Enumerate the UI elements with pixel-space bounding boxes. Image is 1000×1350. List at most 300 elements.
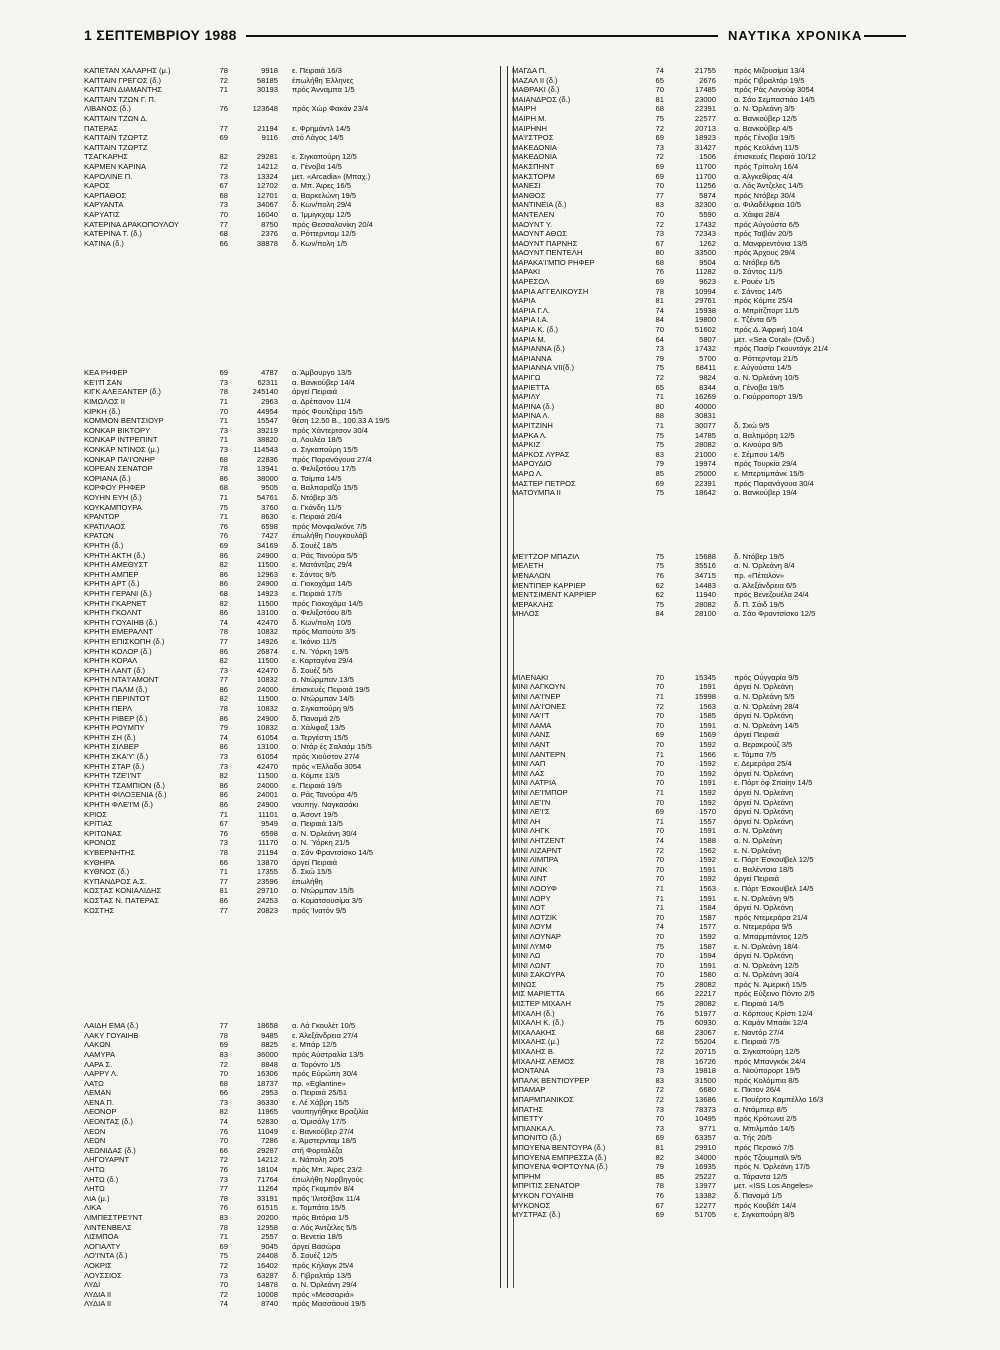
ship-name: ΚΡΗΤΗ ΓΟΥΑΙΗΒ (δ.) xyxy=(84,617,158,627)
ship-tonnage: 40000 xyxy=(694,401,716,411)
ship-row xyxy=(84,1155,490,1165)
ship-name: ΚΥΘΝΟΣ (δ.) xyxy=(84,867,130,877)
ship-year: 69 xyxy=(655,478,664,488)
spacer xyxy=(716,874,734,884)
ship-year: 69 xyxy=(219,368,228,378)
ship-year: 77 xyxy=(219,675,228,685)
spacer xyxy=(278,397,292,407)
ship-status: πρός «Μεσσαριά» xyxy=(292,1289,354,1299)
spacer xyxy=(278,1251,292,1261)
ship-name: ΜΟΝΤΑΝΑ xyxy=(512,1066,550,1076)
ship-row xyxy=(84,512,490,522)
ship-status: ναυπηγ. Ναγκασάκι xyxy=(292,800,359,809)
ship-row xyxy=(84,723,490,733)
ship-year: 74 xyxy=(655,922,664,932)
ship-status: δ. Ντόβερ 19/5 xyxy=(734,551,785,561)
ship-year: 73 xyxy=(655,229,664,239)
ship-tonnage: 1591 xyxy=(699,682,716,692)
spacer xyxy=(278,1223,292,1233)
ship-tonnage: 2557 xyxy=(261,1232,278,1242)
ship-year: 68 xyxy=(219,454,228,464)
ship-tonnage: 34169 xyxy=(256,540,278,550)
ship-tonnage: 14923 xyxy=(256,588,278,598)
ship-row xyxy=(512,488,908,498)
ship-name: ΜΑΙΡΗΝΗ xyxy=(512,123,548,133)
spacer xyxy=(716,730,734,740)
ship-year: 85 xyxy=(655,468,664,478)
ship-year: 86 xyxy=(219,569,228,579)
ship-year: 73 xyxy=(655,1066,664,1076)
ship-name: ΜΑΡΙΝΑ Λ. xyxy=(512,411,550,421)
spacer xyxy=(716,600,734,610)
ship-row xyxy=(84,704,490,714)
ship-tonnage: 24900 xyxy=(256,550,278,560)
ship-year: 77 xyxy=(219,123,228,133)
ship-tonnage: 1587 xyxy=(699,912,716,922)
spacer xyxy=(278,1136,292,1146)
ship-row xyxy=(84,483,490,493)
ship-tonnage: 1591 xyxy=(699,960,716,970)
ship-year: 83 xyxy=(655,200,664,210)
spacer xyxy=(278,387,292,397)
ship-status: α. Λά Γκουλέτ 10/5 xyxy=(292,1021,356,1031)
ship-name: ΛΟΚΡΙΣ xyxy=(84,1260,112,1270)
ship-row xyxy=(84,1271,490,1281)
ship-status: ε. Ν. Όρλεάνη xyxy=(734,845,781,855)
ship-name: ΤΣΑΓΚΑΡΗΣ xyxy=(84,152,128,162)
ship-name: ΜΠΑΡΜΠΑΝΙΚΟΣ xyxy=(512,1095,574,1104)
ship-tonnage: 10832 xyxy=(256,675,278,685)
ship-tonnage: 1587 xyxy=(699,941,716,951)
ship-list-group-la xyxy=(84,1021,490,1309)
ship-tonnage: 13941 xyxy=(256,464,278,474)
ship-status: ε. Ρουέν 1/5 xyxy=(734,277,775,287)
ship-status: α. Βερακρούζ 3/5 xyxy=(734,740,793,750)
ship-status: άργεί Ν. Όρλεάνη xyxy=(734,788,794,797)
ship-tonnage: 11282 xyxy=(695,267,716,277)
spacer xyxy=(278,1098,292,1108)
ship-name: ΜΑΝΤΕΛΕΝ xyxy=(512,209,555,219)
ship-row xyxy=(512,450,908,460)
ship-tonnage: 29710 xyxy=(256,886,278,896)
spacer xyxy=(716,85,734,95)
ship-tonnage: 1591 xyxy=(699,826,716,836)
ship-row xyxy=(512,571,908,581)
ship-row xyxy=(512,961,908,971)
ship-status: α. Σάντος 11/5 xyxy=(734,267,783,277)
ship-row xyxy=(84,522,490,532)
ship-year: 73 xyxy=(219,761,228,771)
ship-status: α. Κινούρα 9/5 xyxy=(734,440,783,450)
spacer xyxy=(716,1201,734,1211)
ship-row xyxy=(84,85,490,95)
ship-name: ΜΠΟΥΕΝΑ ΦΟΡΤΟΥΝΑ (δ.) xyxy=(512,1162,608,1172)
ship-year: 73 xyxy=(219,1174,228,1184)
ship-tonnage: 12277 xyxy=(694,1200,716,1210)
ship-year: 70 xyxy=(655,325,664,335)
ship-status: ε. Μπερτιμπάνκ 15/5 xyxy=(734,468,804,478)
ship-year: 77 xyxy=(219,876,228,886)
ship-year: 68 xyxy=(219,190,228,200)
ship-status: ε. Πειραιά 17/5 xyxy=(292,588,342,598)
spacer xyxy=(278,172,292,182)
ship-year: 80 xyxy=(655,401,664,411)
ship-name: ΚΟΜΜΟΝ ΒΕΝΤΣΙΟΥΡ xyxy=(84,416,164,426)
ship-status: α. Σάο Σεμπαστιάο 14/5 xyxy=(734,94,815,104)
ship-status: ε. Ν. Ύόρκη 19/5 xyxy=(292,646,349,656)
ship-year: 70 xyxy=(655,826,664,836)
ship-row xyxy=(512,769,908,779)
ship-year: 71 xyxy=(655,392,664,402)
spacer xyxy=(716,788,734,798)
ship-tonnage: 30193 xyxy=(256,85,278,95)
ship-row xyxy=(512,817,908,827)
spacer xyxy=(278,445,292,455)
ship-name: ΜΑΡΙΑΝΝΑ xyxy=(512,353,552,363)
ship-year: 86 xyxy=(219,608,228,618)
ship-name: ΜΑΡΙΑ ΑΓΓΕΛΙΚΟΥΣΗ xyxy=(512,286,589,296)
spacer xyxy=(716,1037,734,1047)
ship-tonnage: 8825 xyxy=(261,1040,278,1050)
spacer xyxy=(278,867,292,877)
ship-year: 70 xyxy=(219,406,228,416)
ship-row xyxy=(512,1133,908,1143)
ship-name: ΚΥΠΑΝΔΡΟΣ Α.Σ. xyxy=(84,876,147,886)
ship-status: πρός Αύστραλία 13/5 xyxy=(292,1049,364,1059)
ship-status: ε. Σέμπου 14/5 xyxy=(734,449,785,459)
ship-year: 77 xyxy=(219,1184,228,1194)
ship-year: 75 xyxy=(655,430,664,440)
ship-status: πρός Ντεμεράρα 21/4 xyxy=(734,912,808,922)
spacer xyxy=(278,162,292,172)
ship-status: α. Μπ. Άιρες 16/5 xyxy=(292,181,351,191)
ship-year: 82 xyxy=(219,560,228,570)
ship-status: ε. Πειραιά 19/5 xyxy=(292,780,342,790)
ship-row xyxy=(512,1076,908,1086)
ship-year: 76 xyxy=(219,1203,228,1213)
ship-row xyxy=(84,906,490,916)
ship-row xyxy=(512,172,908,182)
ship-status: α. Βανκούβερ 4/5 xyxy=(734,123,793,133)
ship-name: ΜΙΝΙ ΛΥΜΦ xyxy=(512,941,552,951)
ship-name: ΚΑΡΥΑΝΤΑ xyxy=(84,200,124,210)
ship-year: 68 xyxy=(655,257,664,267)
ship-tonnage: 16402 xyxy=(256,1260,278,1270)
ship-tonnage: 61054 xyxy=(256,732,278,742)
spacer xyxy=(716,421,734,431)
ship-year: 75 xyxy=(655,561,664,571)
ship-tonnage: 1577 xyxy=(699,922,716,932)
ship-year: 74 xyxy=(219,1299,228,1309)
ship-row xyxy=(84,407,490,417)
ship-tonnage: 13870 xyxy=(256,857,278,867)
ship-tonnage: 44954 xyxy=(256,406,278,416)
ship-name: ΚΑΡΥΑΤΙΣ xyxy=(84,209,120,219)
ship-row xyxy=(84,733,490,743)
ship-name: ΚΡΗΤΗ ΓΕΡΑΝΙ (δ.) xyxy=(84,588,152,598)
ship-status: α. Σιγκαπούρη 15/5 xyxy=(292,445,358,455)
ship-name: ΜΙΧΑΛΗ Κ. (δ.) xyxy=(512,1018,564,1028)
ship-name: ΚΡΑΝΤΩΡ xyxy=(84,512,120,522)
ship-row xyxy=(512,778,908,788)
ship-tonnage: 10832 xyxy=(256,704,278,714)
ship-year: 86 xyxy=(219,684,228,694)
ship-name: ΛΥΔΙΑ ΙΙ xyxy=(84,1289,112,1299)
ship-name: ΚΡΗΤΗ ΣΙΛΒΕΡ xyxy=(84,742,139,752)
ship-tonnage: 38878 xyxy=(256,238,278,248)
ship-row xyxy=(512,798,908,808)
spacer xyxy=(716,932,734,942)
spacer xyxy=(716,609,734,619)
ship-year: 77 xyxy=(655,190,664,200)
ship-row xyxy=(84,143,490,153)
ship-status: πρός Μονφαλκόνε 7/5 xyxy=(292,521,367,531)
ship-year: 82 xyxy=(219,656,228,666)
spacer xyxy=(278,1079,292,1089)
ship-row xyxy=(84,675,490,685)
ship-year: 70 xyxy=(655,778,664,788)
spacer xyxy=(278,1069,292,1079)
ship-tonnage: 25227 xyxy=(694,1171,716,1181)
ship-tonnage: 16306 xyxy=(256,1069,278,1079)
ship-row xyxy=(512,600,908,610)
spacer xyxy=(278,762,292,772)
ship-tonnage: 1592 xyxy=(699,797,716,807)
ship-status: πρός Μιζουσίμα 13/4 xyxy=(734,66,805,75)
ship-status: δ. Παναμά 2/5 xyxy=(292,713,340,723)
spacer xyxy=(278,666,292,676)
ship-year: 75 xyxy=(655,551,664,561)
ship-row xyxy=(84,685,490,695)
ship-name: ΜΙΝΙ ΛΟΥΝΑΡ xyxy=(512,931,561,941)
ship-tonnage: 20823 xyxy=(256,905,278,915)
ship-year: 75 xyxy=(655,488,664,498)
spacer xyxy=(278,1261,292,1271)
ship-row xyxy=(512,421,908,431)
spacer xyxy=(716,248,734,258)
ship-year: 86 xyxy=(219,790,228,800)
ship-row xyxy=(84,503,490,513)
ship-status: πρός Θεσσαλονίκη 20/4 xyxy=(292,219,373,229)
spacer xyxy=(278,210,292,220)
ship-tonnage: 68411 xyxy=(695,363,716,373)
ship-status: πρός Χιούστον 27/4 xyxy=(292,752,360,762)
ship-row xyxy=(512,229,908,239)
ship-status: ε. Ν. Όρλεάνη 18/4 xyxy=(734,941,798,951)
ship-tonnage: 9549 xyxy=(261,819,278,829)
ship-year: 76 xyxy=(219,1126,228,1136)
ship-name: ΚΡΗΤΗ ΣΗ (δ.) xyxy=(84,732,136,742)
ship-year: 83 xyxy=(219,1049,228,1059)
ship-row xyxy=(512,344,908,354)
ship-row xyxy=(84,599,490,609)
ship-tonnage: 1591 xyxy=(699,720,716,730)
ship-status: α. Σάν Φραντσίσκο 14/5 xyxy=(292,847,373,857)
ship-name: ΚΡΗΤΗ ΡΙΒΕΡ (δ.) xyxy=(84,713,148,723)
ship-year: 76 xyxy=(219,531,228,541)
ship-name: ΛΙΚΑ xyxy=(84,1203,102,1213)
ship-name: ΜΙΝΙ ΛΑ'Ι'ΝΕΡ xyxy=(512,692,561,702)
ship-year: 72 xyxy=(219,75,228,85)
ship-status: δ. Σκώ 9/5 xyxy=(734,420,770,430)
header-rule xyxy=(246,35,718,37)
ship-row xyxy=(512,200,908,210)
ship-year: 70 xyxy=(219,1069,228,1079)
ship-year: 84 xyxy=(655,315,664,325)
ship-year: 72 xyxy=(219,1289,228,1299)
ship-year: 71 xyxy=(655,883,664,893)
ship-year: 66 xyxy=(219,857,228,867)
ship-year: 75 xyxy=(655,999,664,1009)
ship-row xyxy=(512,162,908,172)
ship-status: ε. Μπάρ 12/5 xyxy=(292,1040,337,1050)
ship-year: 73 xyxy=(655,1104,664,1114)
spacer xyxy=(716,1114,734,1124)
ship-year: 85 xyxy=(655,1171,664,1181)
ship-year: 71 xyxy=(655,903,664,913)
ship-row xyxy=(512,855,908,865)
ship-row xyxy=(84,426,490,436)
ship-row xyxy=(512,1124,908,1134)
ship-name: ΜΑΡΑΚΙ xyxy=(512,267,541,277)
ship-row xyxy=(84,416,490,426)
spacer xyxy=(716,711,734,721)
ship-year: 70 xyxy=(655,797,664,807)
spacer xyxy=(278,714,292,724)
ship-status: α. Άσοντ 19/5 xyxy=(292,809,338,819)
publication-title: ΝΑΥΤΙΚΑ ΧΡΟΝΙΚΑ xyxy=(728,28,863,43)
ship-name: ΚΡΗΤΗ ΦΙΛΟΞΕΝΙΑ (δ.) xyxy=(84,790,167,800)
ship-tonnage: 38000 xyxy=(256,473,278,483)
spacer xyxy=(278,124,292,134)
ship-year: 66 xyxy=(219,238,228,248)
ship-status: πρός Περσικό 7/5 xyxy=(734,1142,794,1152)
spacer xyxy=(278,1232,292,1242)
ship-row xyxy=(84,445,490,455)
ship-status: δ. Παναμά 1/5 xyxy=(734,1190,782,1200)
ship-name: ΚΕ'Ι'Π ΣΑΝ xyxy=(84,377,122,387)
ship-year: 77 xyxy=(219,636,228,646)
ship-row xyxy=(84,627,490,637)
ship-name: ΚΟΝΚΑΡ ΠΑ'Ι'ΟΝΗΡ xyxy=(84,454,155,464)
ship-row xyxy=(512,431,908,441)
ship-row xyxy=(84,637,490,647)
spacer xyxy=(716,344,734,354)
ship-year: 68 xyxy=(219,588,228,598)
ship-tonnage: 14212 xyxy=(256,161,278,171)
spacer xyxy=(716,778,734,788)
ship-status: α. Καμάν Μπαάκ 12/4 xyxy=(734,1018,808,1028)
page-header xyxy=(84,27,906,45)
ship-tonnage: 123648 xyxy=(252,104,278,114)
ship-row xyxy=(512,1114,908,1124)
spacer xyxy=(716,450,734,460)
ship-name: ΚΙΜΩΛΟΣ ΙΙ xyxy=(84,397,126,407)
ship-status: α. Όμισάλγ 17/5 xyxy=(292,1117,347,1127)
spacer xyxy=(716,571,734,581)
ship-name: ΜΑΡΙΕΤΤΑ xyxy=(512,382,550,392)
ship-tonnage: 54761 xyxy=(256,493,278,502)
spacer xyxy=(278,733,292,743)
ship-row xyxy=(512,590,908,600)
ship-status: α. Ν. Όρλεάνη 5/5 xyxy=(734,692,795,702)
ship-name: ΜΙΛΕΝΑΚΙ xyxy=(512,672,549,682)
ship-status: α. Γιοκοχάμα 14/5 xyxy=(292,579,352,589)
ship-tonnage: 10495 xyxy=(694,1114,716,1124)
ship-name: ΜΙΧΑΛΗΣ Β. xyxy=(512,1047,556,1057)
ship-row xyxy=(84,1107,490,1117)
ship-year: 82 xyxy=(219,598,228,608)
ship-row xyxy=(84,647,490,657)
spacer xyxy=(278,1117,292,1127)
ship-tonnage: 19800 xyxy=(694,315,716,325)
ship-tonnage: 31500 xyxy=(694,1075,716,1085)
ship-row xyxy=(512,287,908,297)
ship-status: πρός Άρχους 29/4 xyxy=(734,248,796,258)
ship-year: 86 xyxy=(219,780,228,790)
ship-row xyxy=(512,124,908,134)
ship-name: ΜΑΟΥΝΤ Υ. xyxy=(512,219,553,229)
spacer xyxy=(716,239,734,249)
spacer xyxy=(278,704,292,714)
ship-year: 72 xyxy=(655,1085,664,1095)
ship-tonnage: 11264 xyxy=(257,1184,278,1194)
spacer xyxy=(716,1047,734,1057)
ship-name: ΜΠΡΗΜ xyxy=(512,1171,541,1181)
ship-status: ε. Τζέντα 6/5 xyxy=(734,315,777,325)
spacer xyxy=(716,692,734,702)
ship-row xyxy=(84,742,490,752)
spacer xyxy=(716,335,734,345)
ship-row xyxy=(84,1117,490,1127)
spacer xyxy=(278,104,292,114)
ship-year: 68 xyxy=(219,483,228,493)
spacer xyxy=(716,1162,734,1172)
ship-row xyxy=(512,874,908,884)
ship-year: 69 xyxy=(219,1040,228,1050)
ship-year: 84 xyxy=(655,609,664,619)
ship-status: α. Κόμπε 13/5 xyxy=(292,771,340,781)
ship-tonnage: 18923 xyxy=(694,133,716,143)
ship-status: ε. Καρταγένα 29/4 xyxy=(292,656,353,666)
ship-year: 86 xyxy=(219,473,228,483)
ship-name: ΛΑΚΥ ΓΟΥΑΙΗΒ xyxy=(84,1030,139,1040)
ship-year: 72 xyxy=(655,1095,664,1104)
spacer xyxy=(278,1184,292,1194)
ship-name: ΚΑΡΟΣ xyxy=(84,181,110,191)
spacer xyxy=(278,800,292,810)
spacer xyxy=(278,579,292,589)
ship-status: πρ. «Πέταλον» xyxy=(734,570,785,580)
ship-tonnage: 30077 xyxy=(694,420,716,430)
ship-year: 82 xyxy=(219,152,228,162)
ship-row xyxy=(512,325,908,335)
ship-row xyxy=(512,1191,908,1201)
ship-tonnage: 42470 xyxy=(256,665,278,675)
spacer xyxy=(716,200,734,210)
ship-year: 70 xyxy=(655,874,664,884)
spacer xyxy=(716,552,734,562)
ship-status: ε. Τομπάτα 15/5 xyxy=(292,1203,346,1213)
ship-status: α. Βανκούβερ 12/5 xyxy=(734,113,797,123)
ship-status: πρός Χάντερτσον 30/4 xyxy=(292,425,368,435)
spacer xyxy=(716,1105,734,1115)
ship-row xyxy=(512,692,908,702)
ship-tonnage: 11101 xyxy=(258,809,278,819)
ship-year: 73 xyxy=(655,142,664,152)
spacer xyxy=(716,1133,734,1143)
ship-year: 74 xyxy=(219,732,228,742)
